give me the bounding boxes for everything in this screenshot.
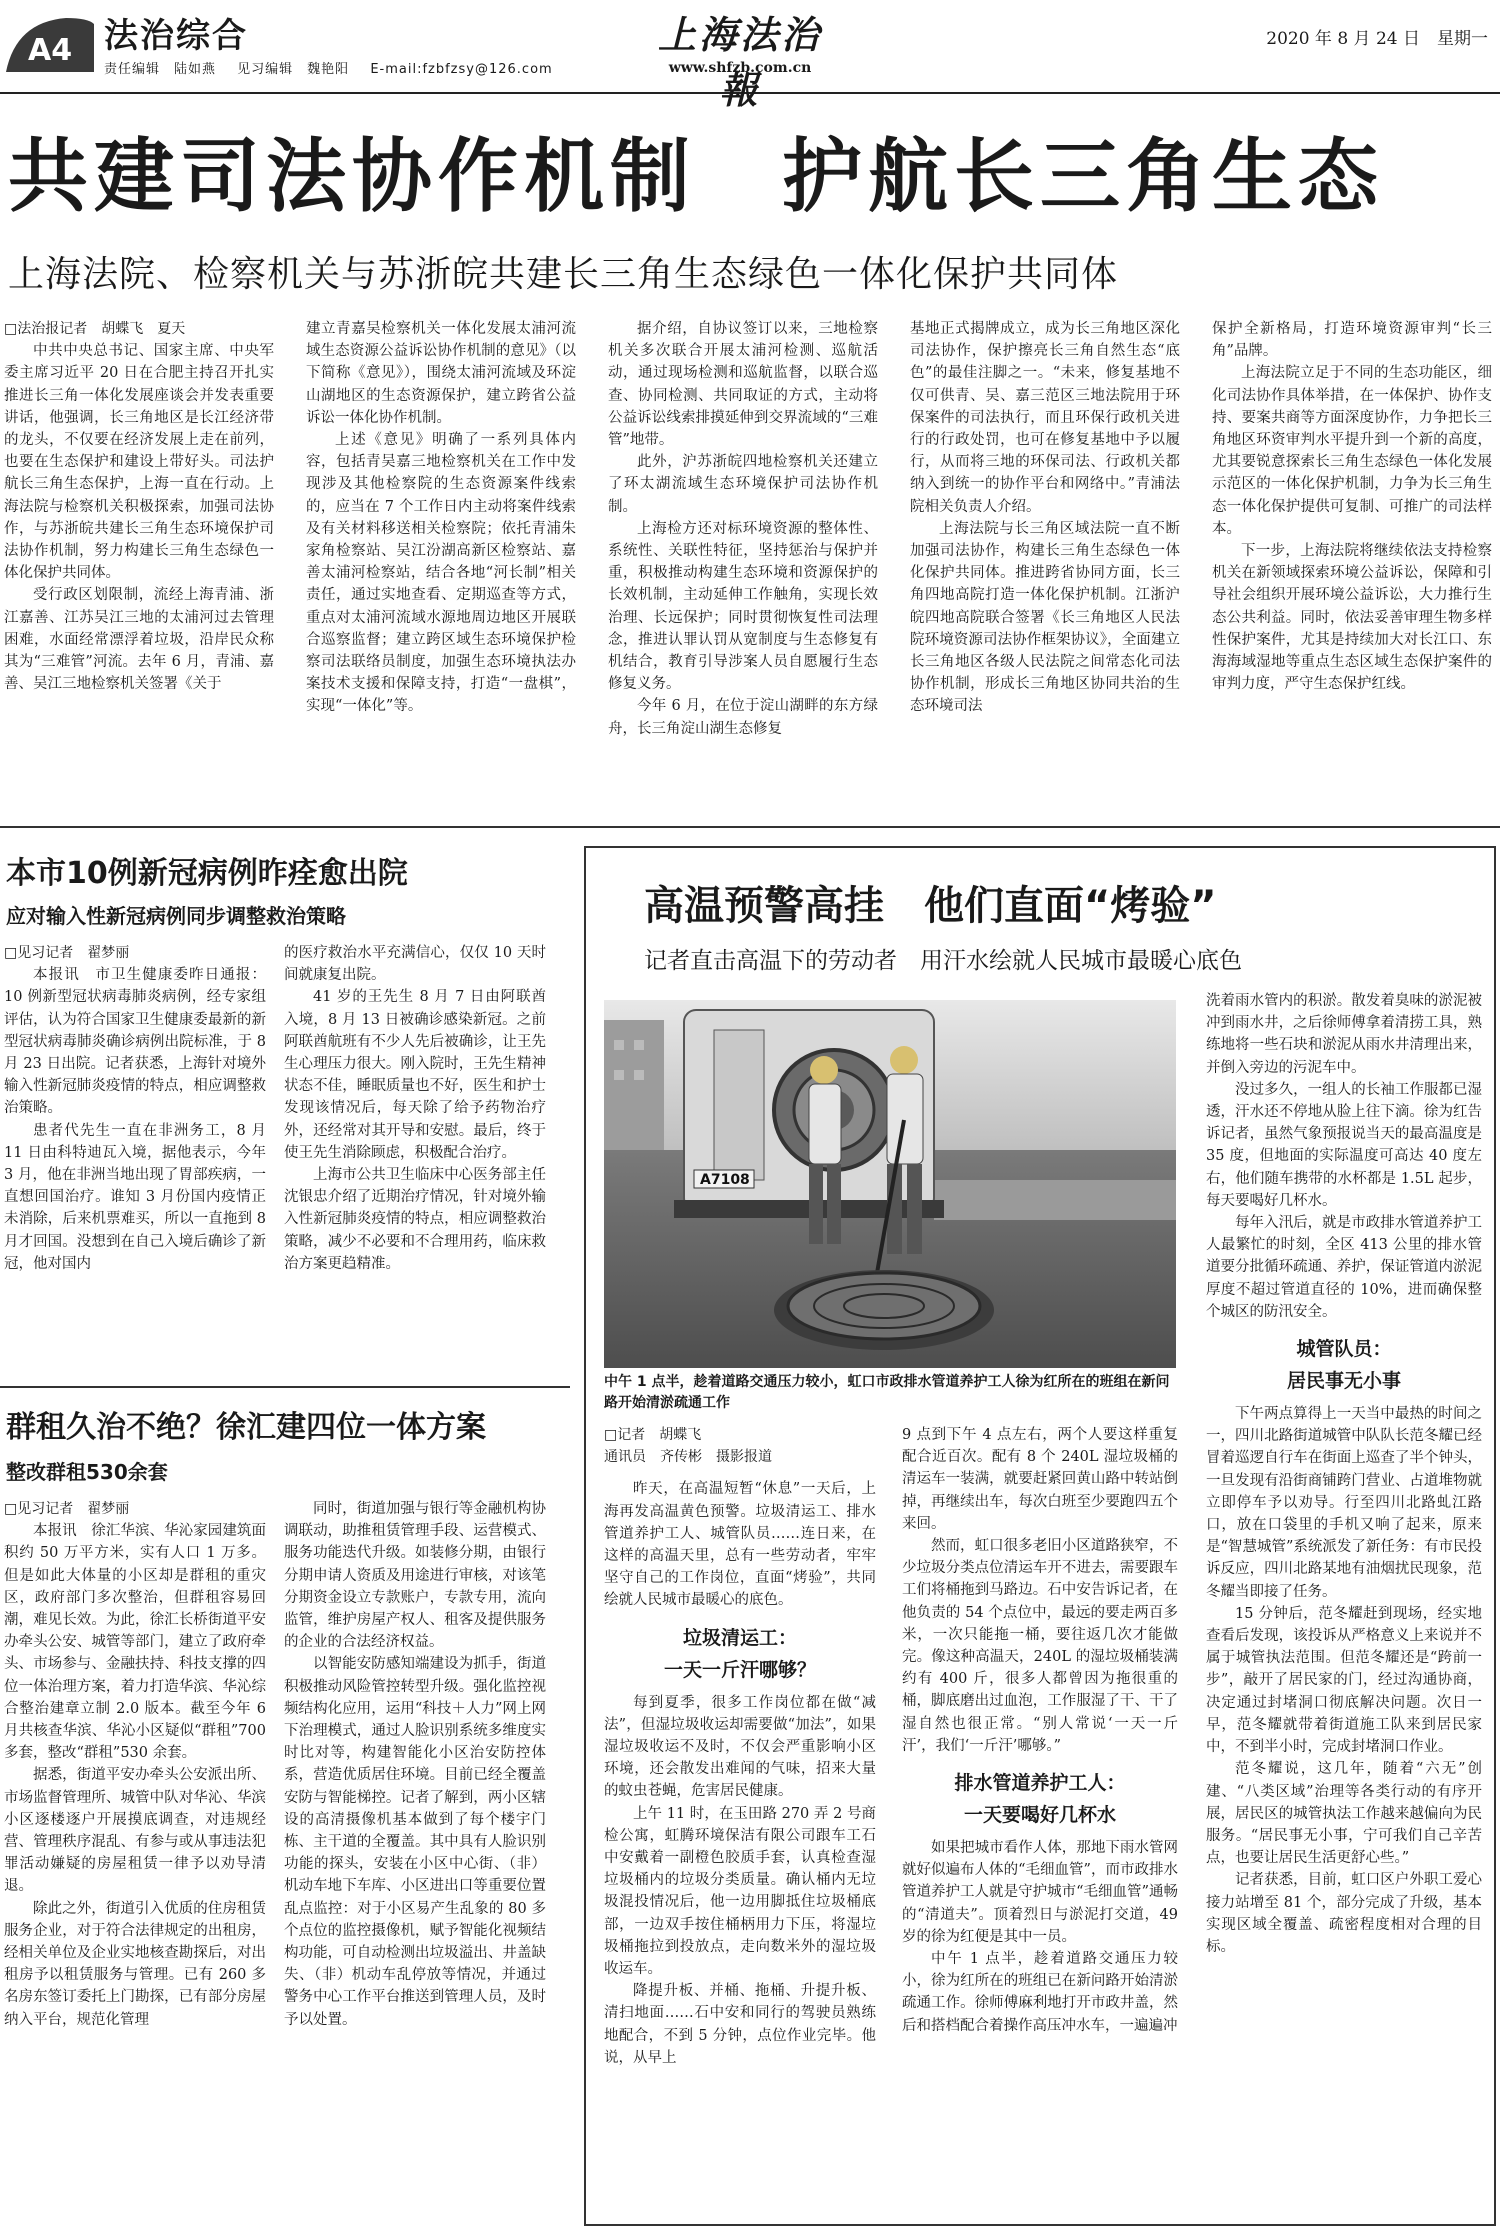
covid-column-1 <box>4 942 266 1362</box>
issue-date: 2020 年 8 月 24 日 星期一 <box>1266 29 1488 49</box>
paragraph: 据介绍，自协议签订以来，三地检察机关多次联合开展太浦河检测、巡航活动，通过现场检测和巡航监督，以联合巡查、协同检测、共同取证的方式，主动将公益诉讼线索排摸延伸到交界流域的“三难管”地带。 <box>608 321 878 449</box>
section-divider <box>0 826 1500 828</box>
rental-subtitle: 整改群租530余套 <box>6 1460 168 1484</box>
paragraph: 的医疗救治水平充满信心，仅仅 10 天时间就康复出院。 <box>284 945 546 984</box>
truck-plate: A7108 <box>700 1172 750 1188</box>
paragraph: 上海市公共卫生临床中心医务部主任沈银忠介绍了近期治疗情况，针对境外输入性新冠肺炎疫情的特点，相应调整救治策略，减少不必要和不合理用药，临床救治方案更趋精准。 <box>284 1167 546 1272</box>
heat-column-1 <box>604 1424 876 2214</box>
heat-byline: □记者 胡蝶飞 <box>604 1427 702 1443</box>
paragraph: 此外，沪苏浙皖四地检察机关还建立了环太湖流域生态环境保护司法协作机制。 <box>608 454 878 515</box>
paragraph: 每年入汛后，就是市政排水管道养护工人最繁忙的时刻，全区 413 公里的排水管道要分批循环疏通、养护，保证管道内淤泥厚度不超过管道直径的 10%，进而确保整个城区的防汛安全。 <box>1206 1215 1482 1320</box>
subsection-heading-line: 城管队员： 居民事无小事 <box>1286 1338 1401 1393</box>
paragraph: 受行政区划限制，流经上海青浦、浙江嘉善、江苏吴江三地的太浦河过去管理困难，水面经常漂浮着垃圾，沿岸民众称其为“三难管”河流。去年 6 月，青浦、嘉善、吴江三地检察机关签署《关于 <box>4 587 274 693</box>
subsection-heading-line: 垃圾清运工： 一天一斤汗哪够？ <box>663 1626 816 1681</box>
heat-byline-photo: 通讯员 齐传彬 摄影报道 <box>604 1449 772 1466</box>
paragraph: 上海法院立足于不同的生态功能区，细化司法协作具体举措，在一体保护、协作支持、要案共商等方面深度协作，力争把长三角地区环资审判水平提升到一个新的高度，尤其要锐意探索长三角生态绿色一体化发展示范区的一体化保护机制，力争为长三角生态一体化保护提供可复制、可推广的司法样本。 <box>1212 365 1492 537</box>
paragraph: 本报讯 徐汇华滨、华沁家园建筑面积约 50 万平方米，实有人口 1 万多。但是如此大体量的小区却是群租的重灾区，政府部门多次整治，但群租容易回潮，难见长效。为此，徐汇长桥街道平安办牵头公安、城管等部门，建立了政府牵头、市场参与、金融扶持、科技支撑的四位一体治理方案，着力打造华滨、华沁综合整治建章立制 2.0 版本。截至今年 6 月共核查华滨、华沁小区疑似“群租”700 多套，整改“群租”530 余套。 <box>4 1523 266 1762</box>
editors-line <box>104 58 569 77</box>
paragraph: 下一步，上海法院将继续依法支持检察机关在新领域探索环境公益诉讼，保障和引导社会组织开展环境公益诉讼，大力推行生态公共利益。同时，依法妥善审理生物多样性保护案件，尤其是持续加大对长江口、东海海域湿地等重点生态区域生态保护案件的审判力度，严守生态保护红线。 <box>1212 543 1492 693</box>
lead-column-1 <box>4 318 274 818</box>
chief-editor: 责任编辑 陆如燕 <box>104 62 217 77</box>
subsection-patrol-title <box>1206 1333 1482 1397</box>
rental-title: 群租久治不绝？徐汇建四位一体方案 <box>6 1410 486 1445</box>
paragraph: 然而，虹口很多老旧小区道路狭窄，不少垃圾分类点位清运车开不进去，需要跟车工们将桶拖到马路边。石中安告诉记者，在他负责的 54 个点位中，最远的要走两百多米，一次只能拖一桶，要往返几次才能做完。像这种高温天，240L 的湿垃圾桶装满约有 400 斤，很多人都曾因为拖很重的桶，脚底磨出过血泡，工作服湿了干、干了湿自然也很正常。“别人常说‘一天一斤汗’，我们‘一斤汗’哪够。” <box>902 1538 1178 1754</box>
paragraph: 上海检方还对标环境资源的整体性、系统性、关联性特征，坚持惩治与保护并重，积极推动构建生态环境和资源保护的长效机制，主动延伸工作触角，实现长效治理、长远保护；同时贯彻恢复性司法理念，推进认罪认罚从宽制度与生态修复有机结合，教育引导涉案人员自愿履行生态修复义务。 <box>608 520 878 693</box>
paragraph: 降提升板、并桶、拖桶、升提升板、清扫地面……石中安和同行的驾驶员熟练地配合，不到 5 分钟，点位作业完毕。他说，从早上 <box>604 1983 876 2066</box>
paragraph: 保护全新格局，打造环境资源审判“长三角”品牌。 <box>1212 321 1492 360</box>
subsection-drain-title <box>902 1767 1178 1831</box>
lead-byline: □法治报记者 胡蝶飞 夏天 <box>4 321 186 337</box>
paragraph: 上述《意见》明确了一系列具体内容，包括青吴嘉三地检察机关在工作中发现涉及其他检察院的生态资源案件线索的，应当在 7 个工作日内主动将案件线索及有关材料移送相关检察院；依托青浦朱家角检察站、吴江汾湖高新区检察站、嘉善太浦河检察站，结合各地“河长制”相关责任，通过实地查看、定期巡查等方式，重点对太浦河流域水源地周边地区开展联合巡察监督；建立跨区域生态环境保护检察司法联络员制度，加强生态环境执法办案技术支援和保障支持，打造“一盘棋”，实现“一体化”等。 <box>306 432 576 715</box>
paragraph: 除此之外，街道引入优质的住房租赁服务企业，对于符合法律规定的出租房，经相关单位及企业实地核查勘探后，对出租房予以租赁服务与管理。已有 260 多名房东签订委托上门勘探，已有部分房屋纳入平台，规范化管理 <box>4 1900 266 2028</box>
lead-column-4 <box>910 318 1180 818</box>
paragraph: 41 岁的王先生 8 月 7 日由阿联酋入境，8 月 13 日被确诊感染新冠。之前阿联酋航班有不少人先后被确诊，让王先生心理压力很大。刚入院时，王先生精神状态不佳，睡眠质量也不好，医生和护士发现该情况后，每天除了给予药物治疗外，还经常对其开导和安慰。最后，终于使王先生消除顾虑，积极配合治疗。 <box>284 989 546 1161</box>
covid-subtitle: 应对输入性新冠病例同步调整救治策略 <box>6 904 346 928</box>
manhole-cover-shape <box>774 1270 994 1350</box>
paragraph: 昨天，在高温短暂“休息”一天后，上海再发高温黄色预警。垃圾清运工、排水管道养护工人、城管队员……连日来，在这样的高温天里，总有一些劳动者，牢牢坚守自己的工作岗位，直面“烤验”，共同绘就人民城市最暖心的底色。 <box>604 1481 876 1609</box>
heat-subtitle: 记者直击高温下的劳动者 用汗水绘就人民城市最暖心底色 <box>644 948 1242 974</box>
paragraph: 每到夏季，很多工作岗位都在做“减法”，但湿垃圾收运却需要做“加法”，如果湿垃圾收运不及时，不仅会严重影响小区环境，还会散发出难闻的气味，招来大量的蚊虫苍蝇，危害居民健康。 <box>604 1694 876 1800</box>
photo-caption: 中午 1 点半，趁着道路交通压力较小，虹口市政排水管道养护工人徐为红所在的班组在新问路开始清淤疏通工作 <box>604 1374 1170 1411</box>
lead-column-2 <box>306 318 576 818</box>
covid-column-2 <box>284 942 546 1362</box>
paragraph: 15 分钟后，范冬耀赶到现场，经实地查看后发现，该投诉从严格意义上来说并不属于城管执法范围。但范冬耀还是“跨前一步”，敲开了居民家的门，经过沟通协商，决定通过封堵洞口彻底解决问题。次日一早，范冬耀就带着街道施工队来到居民家中，不到半小时，完成封堵洞口作业。 <box>1206 1605 1482 1756</box>
paragraph: 基地正式揭牌成立，成为长三角地区深化司法协作，保护擦亮长三角自然生态“底色”的最佳注脚之一。“未来，修复基地不仅可供青、吴、嘉三范区三地法院用于环保案件的司法执行，而且环保行政机关进行的行政处罚，也可在修复基地中予以履行，从而将三地的环保司法、行政机关都纳入到统一的协作平台和网络中。”青浦法院相关负责人介绍。 <box>910 321 1180 515</box>
subsection-garbage-title <box>604 1622 876 1686</box>
paragraph: 如果把城市看作人体，那地下雨水管网就好似遍布人体的“毛细血管”，而市政排水管道养护工人就是守护城市“毛细血管”通畅的“清道夫”。顶着烈日与淤泥打交道，49 岁的徐为红便是其中一员。 <box>902 1840 1178 1945</box>
paragraph: 没过多久，一组人的长袖工作服都已湿透，汗水还不停地从脸上往下滴。徐为红告诉记者，虽然气象预报说当天的最高温度是 35 度，但地面的实际温度可高达 40 度左右，他们随车携带的水杯都是 1.5L 起步，每天要喝好几杯水。 <box>1206 1081 1482 1209</box>
heat-column-3 <box>1206 990 1482 2216</box>
lead-subheadline: 上海法院、检察机关与苏浙皖共建长三角生态绿色一体化保护共同体 <box>8 254 1119 295</box>
newspaper-logo: 上海法治報 <box>657 12 822 112</box>
paragraph: 中共中央总书记、国家主席、中央军委主席习近平 20 日在合肥主持召开扎实推进长三角一体化发展座谈会并发表重要讲话，他强调，长三角地区是长江经济带的龙头，不仅要在经济发展上走在前列，也要在生态保护和建设上带好头。司法护航长三角生态保护，上海一直在行动。上海法院与检察机关积极探索，加强司法协作，与苏浙皖共建长三角生态环境保护司法协作机制，努力构建长三角生态绿色一体化保护共同体。 <box>4 343 274 582</box>
paragraph: 患者代先生一直在非洲务工，8 月 11 日由科特迪瓦入境，据他表示，今年 3 月，他在非洲当地出现了胃部疾病，一直想回国治疗。谁知 3 月份国内疫情正未消除，后来机票难买，所以一直拖到 8 月才回国。没想到在自己入境后确诊了新冠，他对国内 <box>4 1122 266 1272</box>
paragraph: 据悉，街道平安办牵头公安派出所、市场监督管理所、城管中队对华沁、华滨小区逐楼逐户开展摸底调查，对违规经营、管理秩序混乱、有参与或从事违法犯罪活动嫌疑的房屋租赁一律予以劝导清退。 <box>4 1767 266 1895</box>
covid-title: 本市10例新冠病例昨痊愈出院 <box>6 856 408 891</box>
heat-title: 高温预警高挂 他们直面“烤验” <box>644 883 1217 929</box>
paragraph: 以智能安防感知端建设为抓手，街道积极推动风险管控转型升级。强化监控视频结构化应用，运用“科技＋人力”网上网下治理模式，通过人脸识别系统多维度实时比对等，构建智能化小区治安防控体系，营造优质居住环境。目前已经全覆盖安防与智能梯控。记者了解到，两小区辖设的高清摄像机基本做到了每个楼宇门栋、主干道的全覆盖。其中具有人脸识别功能的探头，安装在小区中心街、（非）机动车地下车库、小区进出口等重要位置乱点监控：对于小区易产生乱象的 80 多个点位的监控摄像机，赋予智能化视频结构功能，可自动检测出垃圾溢出、井盖缺失、（非）机动车乱停放等情况，并通过警务中心工作平台推送到管理人员，及时予以处置。 <box>284 1656 546 2028</box>
paragraph: 同时，街道加强与银行等金融机构协调联动，助推租赁管理手段、运营模式、服务功能迭代升级。如装修分期，由银行分期申请人资质及用途进行审核，对该笔分期资金设立专款账户，专款专用，流向监管，维护房屋产权人、租客及提供服务的企业的合法经济权益。 <box>284 1501 546 1651</box>
masthead <box>0 0 1500 112</box>
paragraph: 上午 11 时，在玉田路 270 弄 2 号商检公寓，虹腾环境保洁有限公司跟车工石中安戴着一副橙色胶质手套，认真检查湿垃圾桶内的垃圾分类质量。确认桶内无垃圾混投情况后，他一边用脚抵住垃圾桶底部，一边双手按住桶柄用力下压，将湿垃圾桶拖拉到投放点，走向数米外的湿垃圾收运车。 <box>604 1805 876 1978</box>
paragraph: 洗着雨水管内的积淤。散发着臭味的淤泥被冲到雨水井，之后徐师傅拿着清捞工具，熟练地将一些石块和淤泥从雨水井清理出来，并倒入旁边的污泥车中。 <box>1206 993 1482 1076</box>
trainee-editor: 见习编辑 魏艳阳 <box>237 62 350 77</box>
rental-column-1 <box>4 1498 266 2220</box>
page-number-tag <box>6 14 96 72</box>
paragraph: 今年 6 月，在位于淀山湖畔的东方绿舟，长三角淀山湖生态修复 <box>608 698 878 737</box>
lead-headline: 共建司法协作机制 护航长三角生态 <box>8 130 1384 223</box>
lead-column-3 <box>608 318 878 818</box>
lead-column-5 <box>1212 318 1492 818</box>
section-divider <box>0 1386 570 1388</box>
editor-email[interactable]: E-mail:fzbfzsy@126.com <box>370 62 553 77</box>
paragraph: 下午两点算得上一天当中最热的时间之一，四川北路街道城管中队队长范冬耀已经冒着巡逻自行车在街面上巡查了半个钟头，一旦发现有沿街商铺跨门营业、占道堆物就立即停车予以劝导。行至四川北路虬江路口，放在口袋里的手机又响了起来，原来是“智慧城管”系统派发了新任务：有市民投诉反应，四川北路某地有油烟扰民现象，范冬耀当即接了任务。 <box>1206 1406 1482 1600</box>
subsection-heading-line: 排水管道养护工人： 一天要喝好几杯水 <box>954 1772 1126 1827</box>
paragraph: 范冬耀说，这几年，随着“六无”创建、“八类区域”治理等各类行动的有序开展，居民区的城管执法工作越来越偏向为民服务。“居民事无小事，宁可我们自己辛苦点，也要让居民生活更舒心些。” <box>1206 1761 1482 1867</box>
page-number: A4 <box>28 33 73 68</box>
paragraph: 记者获悉，目前，虹口区户外职工爱心接力站增至 81 个，部分完成了升级，基本实现区域全覆盖、疏密程度相对合理的目标。 <box>1206 1872 1482 1955</box>
website-link[interactable]: www.shfzb.com.cn <box>668 60 812 76</box>
photo-illustration <box>604 1000 1176 1368</box>
paragraph: 本报讯 市卫生健康委昨日通报：10 例新型冠状病毒肺炎病例，经专家组评估，认为符合国家卫生健康委最新的新型冠状病毒肺炎确诊病例出院标准，于 8 月 23 日出院。记者获悉，上海针对境外输入性新冠肺炎疫情的特点，相应调整救治策略。 <box>4 967 266 1117</box>
rental-column-2 <box>284 1498 546 2220</box>
rental-byline: □见习记者 翟梦丽 <box>4 1501 130 1517</box>
section-title: 法治综合 <box>104 16 248 56</box>
paragraph: 中午 1 点半，趁着道路交通压力较小，徐为红所在的班组已在新问路开始清淤疏通工作。徐师傅麻利地打开市政井盖，然后和搭档配合着操作高压冲水车，一遍遍冲 <box>902 1951 1178 2034</box>
covid-byline: □见习记者 翟梦丽 <box>4 945 130 961</box>
paragraph: 建立青嘉吴检察机关一体化发展太浦河流域生态资源公益诉讼协作机制的意见》（以下简称《意见》），围绕太浦河流域及环淀山湖地区的生态资源保护，建立跨省公益诉讼一体化协作机制。 <box>306 321 576 426</box>
workers-photo <box>604 1000 1176 1368</box>
paragraph: 上海法院与长三角区域法院一直不断加强司法协作，构建长三角生态绿色一体化保护共同体。推进跨省协同方面，长三角四地高院打造一体化保护机制。江浙沪皖四地高院联合签署《长三角地区人民法院环境资源司法协作框架协议》，全面建立长三角地区各级人民法院之间常态化司法协作机制，形成长三角地区协同共治的生态环境司法 <box>910 520 1180 715</box>
paragraph: 9 点到下午 4 点左右，两个人要这样重复配合近百次。配有 8 个 240L 湿垃圾桶的清运车一装满，就要赶紧回黄山路中转站倒掉，再继续出车，每次白班至少要跑四五个来回。 <box>902 1427 1178 1532</box>
heat-column-2 <box>902 1424 1178 2214</box>
